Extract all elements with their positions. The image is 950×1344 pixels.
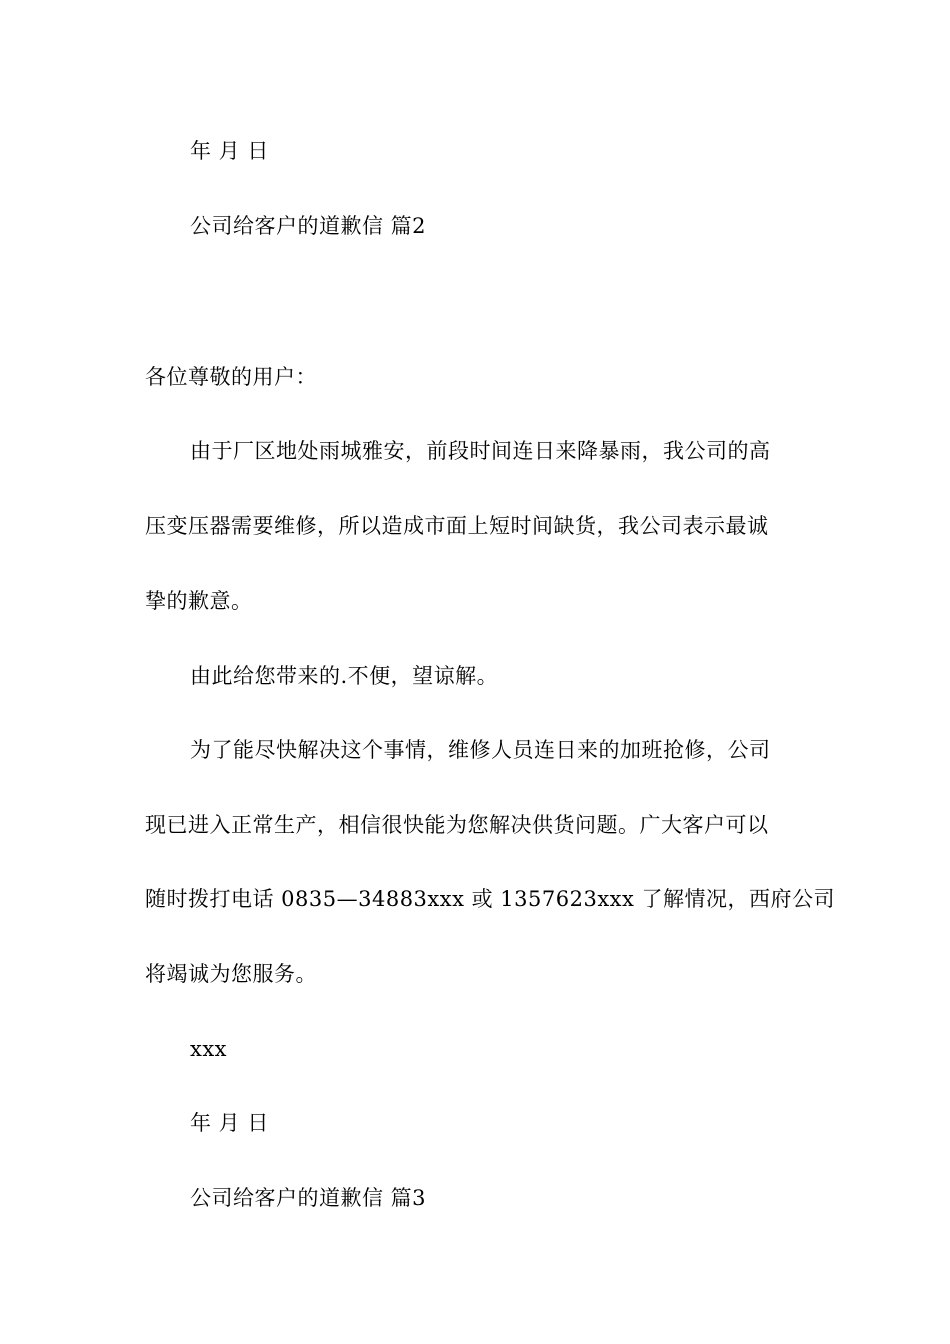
date-line-2: 年 月 日 (190, 1111, 269, 1135)
paragraph-3-line-4: 将竭诚为您服务。 (145, 962, 317, 986)
paragraph-3-line-1: 为了能尽快解决这个事情，维修人员连日来的加班抢修，公司 (190, 738, 771, 762)
paragraph-3-line-2: 现已进入正常生产，相信很快能为您解决供货问题。广大客户可以 (145, 813, 769, 837)
paragraph-1-line-2: 压变压器需要维修，所以造成市面上短时间缺货，我公司表示最诚 (145, 514, 769, 538)
section-heading-3: 公司给客户的道歉信 篇3 (190, 1186, 427, 1210)
signature: xxx (190, 1037, 228, 1061)
salutation: 各位尊敬的用户： (145, 365, 317, 389)
paragraph-2-line-1: 由此给您带来的.不便，望谅解。 (190, 664, 499, 688)
paragraph-1-line-1: 由于厂区地处雨城雅安，前段时间连日来降暴雨，我公司的高 (190, 439, 771, 463)
paragraph-1-line-3: 挚的歉意。 (145, 589, 253, 613)
date-line: 年 月 日 (190, 139, 269, 163)
section-heading-2: 公司给客户的道歉信 篇2 (190, 214, 427, 238)
paragraph-3-line-3: 随时拨打电话 0835—34883xxx 或 1357623xxx 了解情况，西府公司 (145, 887, 836, 911)
